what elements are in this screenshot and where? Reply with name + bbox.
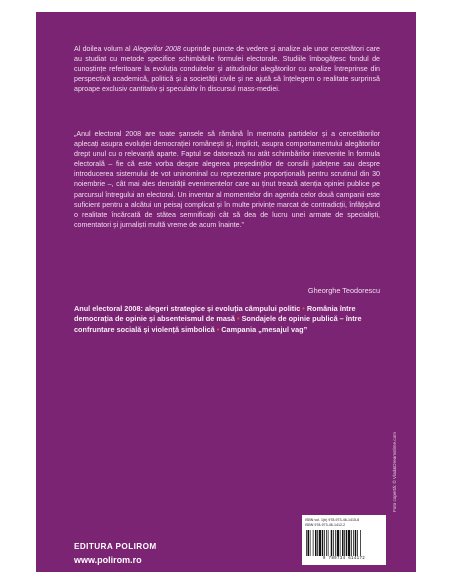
contents-item: România între democrația de opinie și absenteismul de masă — [74, 304, 356, 324]
photo-credit: Foto copertă: © Vlad&Dreamstime.com — [392, 432, 397, 512]
blurb-text-end: cuprinde puncte de vedere și analize ale unor cercetători care au studiat cu metode specifice schimbările formulei electorale. Studiile îmbogățesc fondul de cunoștințe referitoare la evoluția conduitelor și atitudinilor alegătorilor cu analize întreprinse din perspectivă academică, politică și a societății civile și ne ajută să înțelegem o realitate surprinsă aproape exclusiv cantitativ și speculativ în discursul mass-mediei. — [74, 45, 380, 94]
publisher-name: EDITURA POLIROM — [74, 542, 157, 551]
bullet-separator: • — [216, 324, 220, 334]
contents-item: Campania „mesajul vag” — [221, 324, 308, 334]
contents-item: Sondajele de opinie publică – între confruntare socială și violență simbolică — [74, 314, 362, 334]
blurb-book-title: Alegerilor 2008 — [132, 45, 181, 53]
contents-list — [74, 304, 380, 335]
contents-item: Anul electoral 2008: alegeri strategice și evoluția câmpului politic — [74, 304, 301, 313]
publisher-url[interactable]: www.polirom.ro — [74, 555, 142, 565]
barcode-number: 9 789734 614172 — [322, 557, 366, 561]
quote-paragraph: „Anul electoral 2008 are toate șansele să rămână în memoria partidelor și a cercetătorilor aplecați asupra evoluției democrației românești și, implicit, asupra comportamentului alegătorilor drept unul cu o relevanță aparte. Faptul se datorează nu atât schimbărilor intervenite în formula electorală – fie că este vorba despre alegerea președinților de consilii județene sau despre introducerea sistemului de vot uninominal cu reprezentare proporțională pentru scrutinul din 30 noiembrie –, cât mai ales densității evenimentelor care au ținut trează atenția opiniei publice pe parcursul întregului an electoral. Un inventar al momentelor din agenda celor două campanii este suficient pentru a alcătui un peisaj complicat și în multe privințe marcat de contradicții, înfățișând o realitate încărcată de stătea semnificații cât să dea de lucru unei armate de specialiști, comentatori și jurnaliști multă vreme de acum înainte.” — [74, 130, 380, 229]
quote-author: Gheorghe Teodorescu — [307, 286, 380, 295]
bullet-separator: • — [302, 304, 305, 313]
isbn-line-set: ISBN 978-973-46-1412-2 — [305, 523, 346, 527]
isbn-line-volume: ISBN vol. 1(b) 978-973-46-1415-8 — [305, 518, 360, 522]
blurb-paragraph — [74, 44, 380, 94]
blurb-text-start: Al doilea volum al — [74, 45, 133, 53]
back-cover — [36, 12, 416, 572]
isbn-barcode-box — [302, 515, 386, 565]
bullet-separator: • — [237, 314, 240, 324]
barcode-image — [305, 530, 383, 556]
